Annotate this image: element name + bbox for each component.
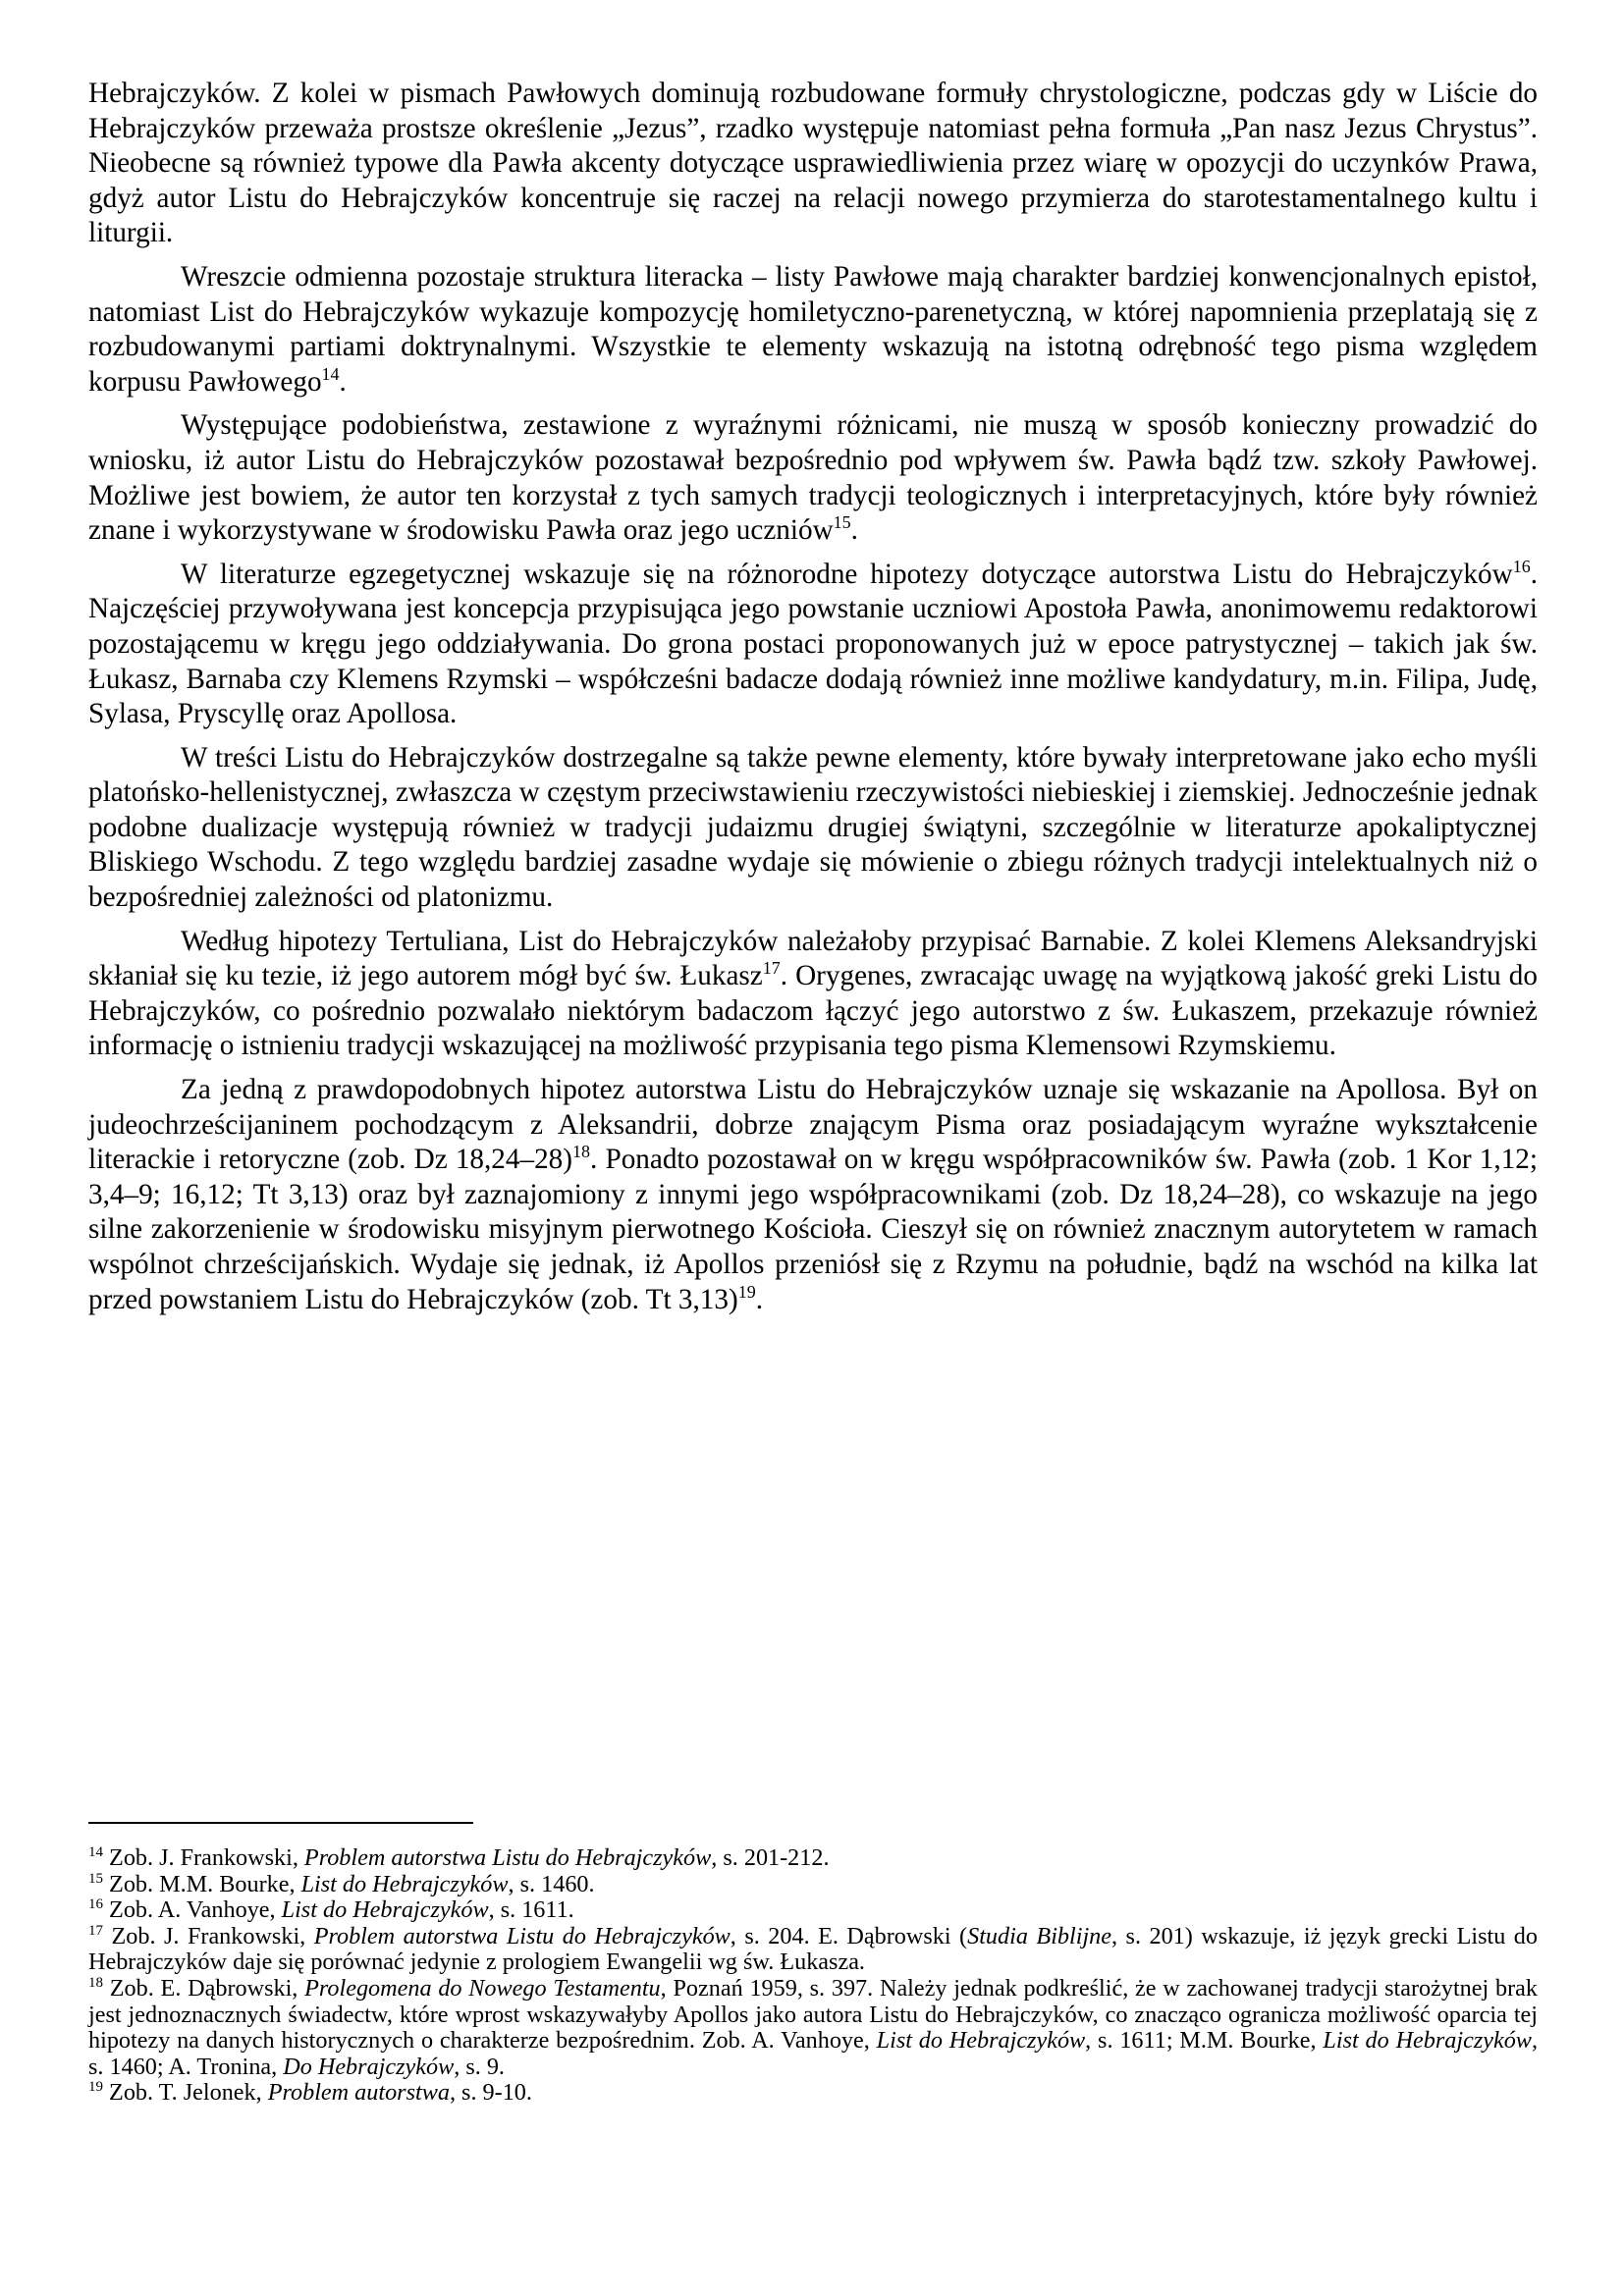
text-run: , s. 204. E. Dąbrowski ( xyxy=(730,1922,968,1949)
footnote-17 xyxy=(88,1924,1538,1976)
text-run: , s. 201-212. xyxy=(711,1844,830,1871)
paragraph-2 xyxy=(88,260,1538,400)
text-run: Zob. T. Jelonek, xyxy=(103,2079,268,2107)
text-run: , s. 1611. xyxy=(488,1896,574,1924)
text-run: Według hipotezy Tertuliana, List do Hebrajczyków należałoby przypisać Barnabie. Z kolei Klemens Aleksandryjski skłaniał się ku tezie, iż jego autorem mógł być św. Łukasz xyxy=(88,925,1538,992)
paragraph-4 xyxy=(88,558,1538,732)
text-run: . Orygenes, zwracając uwagę na wyjątkową jakość greki Listu do Hebrajczyków, co pośrednio pozwalało niektórym badaczom łączyć jego autorstwo z św. Łukaszem, przekazuje również informację o istnieniu tradycji wskazującej na możliwość przypisania tego pisma Klemensowi Rzymskiemu. xyxy=(88,960,1538,1062)
text-run: , Poznań 1959, s. 397. Należy jednak podkreślić, że w zachowanej tradycji starożytnej brak jest jednoznacznych świadectw, które wprost wskazywałyby Apollos jako autora Listu do Hebrajczyków, co znacząco ogranicza możliwość oparcia tej hipotezy na danych historycznych o charakterze bezpośrednim. Zob. A. Vanhoye, xyxy=(88,1974,1538,2055)
footnote-reference[interactable]: 15 xyxy=(833,512,851,533)
text-run: Zob. M.M. Bourke, xyxy=(103,1870,301,1897)
text-run: Zob. J. Frankowski, xyxy=(103,1844,304,1871)
text-run: . xyxy=(339,365,347,398)
paragraph-5 xyxy=(88,741,1538,916)
text-run: , s. 1460. xyxy=(508,1870,595,1897)
footnote-reference[interactable]: 19 xyxy=(737,1281,756,1302)
text-run: Zob. A. Vanhoye, xyxy=(103,1896,282,1924)
footnote-reference[interactable]: 17 xyxy=(762,958,781,979)
italic-title: List do Hebrajczyków xyxy=(1323,2027,1532,2055)
italic-title: Studia Biblijne xyxy=(967,1922,1111,1949)
text-run: , s. 1460; A. Tronina, xyxy=(88,2027,1538,2080)
footnote-reference[interactable]: 16 xyxy=(1512,556,1531,576)
footnote-number: 16 xyxy=(88,1896,103,1913)
footnote-number: 15 xyxy=(88,1870,103,1887)
text-run: Za jedną z prawdopodobnych hipotez autorstwa Listu do Hebrajczyków uznaje się wskazanie na Apollosa. Był on judeochrześcijaninem pochodzącym z Aleksandrii, dobrze znającym Pisma oraz posiadającym wyraźne wykształcenie literackie i retoryczne (zob. Dz 18,24–28) xyxy=(88,1074,1538,1176)
footnote-separator xyxy=(88,1822,473,1824)
text-run: , s. 9-10. xyxy=(449,2079,532,2107)
footnote-number: 19 xyxy=(88,2079,103,2096)
document-body xyxy=(88,77,1538,1326)
footnote-number: 14 xyxy=(88,1844,103,1860)
footnote-number: 17 xyxy=(88,1922,103,1939)
text-run: W literaturze egzegetycznej wskazuje się na różnorodne hipotezy dotyczące autorstwa Listu do Hebrajczyków xyxy=(181,558,1513,590)
footnote-reference[interactable]: 18 xyxy=(572,1142,590,1162)
italic-title: List do Hebrajczyków xyxy=(300,1870,509,1897)
footnote-16 xyxy=(88,1897,1538,1924)
paragraph-7 xyxy=(88,1073,1538,1317)
text-run: . xyxy=(755,1283,763,1315)
paragraph-1 xyxy=(88,77,1538,251)
footnote-19 xyxy=(88,2080,1538,2107)
text-run: Zob. E. Dąbrowski, xyxy=(103,1974,305,2002)
text-run: . Najczęściej przywoływana jest koncepcja przypisująca jego powstanie uczniowi Apostoła Pawła, anonimowemu redaktorowi pozostającemu w kręgu jego oddziaływania. Do grona postaci proponowanych już w epoce patrystycznej – takich jak św. Łukasz, Barnaba czy Klemens Rzymski – współcześni badacze dodają również inne możliwe kandydatury, m.in. Filipa, Judę, Sylasa, Pryscyllę oraz Apollosa. xyxy=(88,558,1538,730)
paragraph-6 xyxy=(88,925,1538,1064)
italic-title: Do Hebrajczyków xyxy=(283,2053,455,2080)
italic-title: List do Hebrajczyków xyxy=(876,2027,1086,2055)
italic-title: Problem autorstwa Listu do Hebrajczyków xyxy=(303,1844,712,1871)
footnote-18 xyxy=(88,1976,1538,2080)
text-run: . Ponadto pozostawał on w kręgu współpracowników św. Pawła (zob. 1 Kor 1,12; 3,4–9; 16,12; Tt 3,13) oraz był zaznajomiony z innymi jego współpracownikami (zob. Dz 18,24–28), co wskazuje na jego silne zakorzenienie w środowisku misyjnym pierwotnego Kościoła. Cieszył się on również znacznym autorytetem w ramach wspólnot chrześcijańskich. Wydaje się jednak, iż Apollos przeniósł się z Rzymu na południe, bądź na wschód na kilka lat przed powstaniem Listu do Hebrajczyków (zob. Tt 3,13) xyxy=(88,1144,1538,1315)
paragraph-3 xyxy=(88,408,1538,548)
footnote-14 xyxy=(88,1845,1538,1872)
footnote-15 xyxy=(88,1872,1538,1898)
text-run: , s. 201) wskazuje, iż język grecki Listu do Hebrajczyków daje się porównać jedynie z prologiem Ewangelii wg św. Łukasza. xyxy=(88,1922,1538,1976)
text-run: Zob. J. Frankowski, xyxy=(103,1922,314,1949)
text-run: Hebrajczyków. Z kolei w pismach Pawłowych dominują rozbudowane formuły chrystologiczne, podczas gdy w Liście do Hebrajczyków przeważa prostsze określenie „Jezus”, rzadko występuje natomiast pełna formuła „Pan nasz Jezus Chrystus”. Nieobecne są również typowe dla Pawła akcenty dotyczące usprawiedliwienia przez wiarę w opozycji do uczynków Prawa, gdyż autor Listu do Hebrajczyków koncentruje się raczej na relacji nowego przymierza do starotestamentalnego kultu i liturgii. xyxy=(88,78,1538,249)
text-run: W treści Listu do Hebrajczyków dostrzegalne są także pewne elementy, które bywały interpretowane jako echo myśli platońsko-hellenistycznej, zwłaszcza w częstym przeciwstawieniu rzeczywistości niebieskiej i ziemskiej. Jednocześnie jednak podobne dualizacje występują również w tradycji judaizmu drugiej świątyni, szczególnie w literaturze apokaliptycznej Bliskiego Wschodu. Z tego względu bardziej zasadne wydaje się mówienie o zbiegu różnych tradycji intelektualnych niż o bezpośredniej zależności od platonizmu. xyxy=(88,741,1538,914)
text-run: Występujące podobieństwa, zestawione z wyraźnymi różnicami, nie muszą w sposób konieczny prowadzić do wniosku, iż autor Listu do Hebrajczyków pozostawał bezpośrednio pod wpływem św. Pawła bądź tzw. szkoły Pawłowej. Możliwe jest bowiem, że autor ten korzystał z tych samych tradycji teologicznych i interpretacyjnych, które były również znane i wykorzystywane w środowisku Pawła oraz jego uczniów xyxy=(88,409,1538,547)
italic-title: Prolegomena do Nowego Testamentu xyxy=(304,1974,661,2002)
footnotes xyxy=(88,1845,1538,2107)
text-run: . xyxy=(850,514,858,547)
text-run: Wreszcie odmienna pozostaje struktura literacka – listy Pawłowe mają charakter bardziej konwencjonalnych epistoł, natomiast List do Hebrajczyków wykazuje kompozycję homiletyczno-parenetyczną, w której napomnienia przeplatają się z rozbudowanymi partiami doktrynalnymi. Wszystkie te elementy wskazują na istotną odrębność tego pisma względem korpusu Pawłowego xyxy=(88,260,1538,398)
text-run: , s. 1611; M.M. Bourke, xyxy=(1085,2027,1324,2055)
italic-title: Problem autorstwa Listu do Hebrajczyków xyxy=(313,1922,731,1949)
italic-title: List do Hebrajczyków xyxy=(281,1896,489,1924)
italic-title: Problem autorstwa xyxy=(267,2079,450,2107)
text-run: , s. 9. xyxy=(454,2053,505,2080)
footnote-number: 18 xyxy=(88,1974,103,1991)
footnote-reference[interactable]: 14 xyxy=(321,363,340,384)
